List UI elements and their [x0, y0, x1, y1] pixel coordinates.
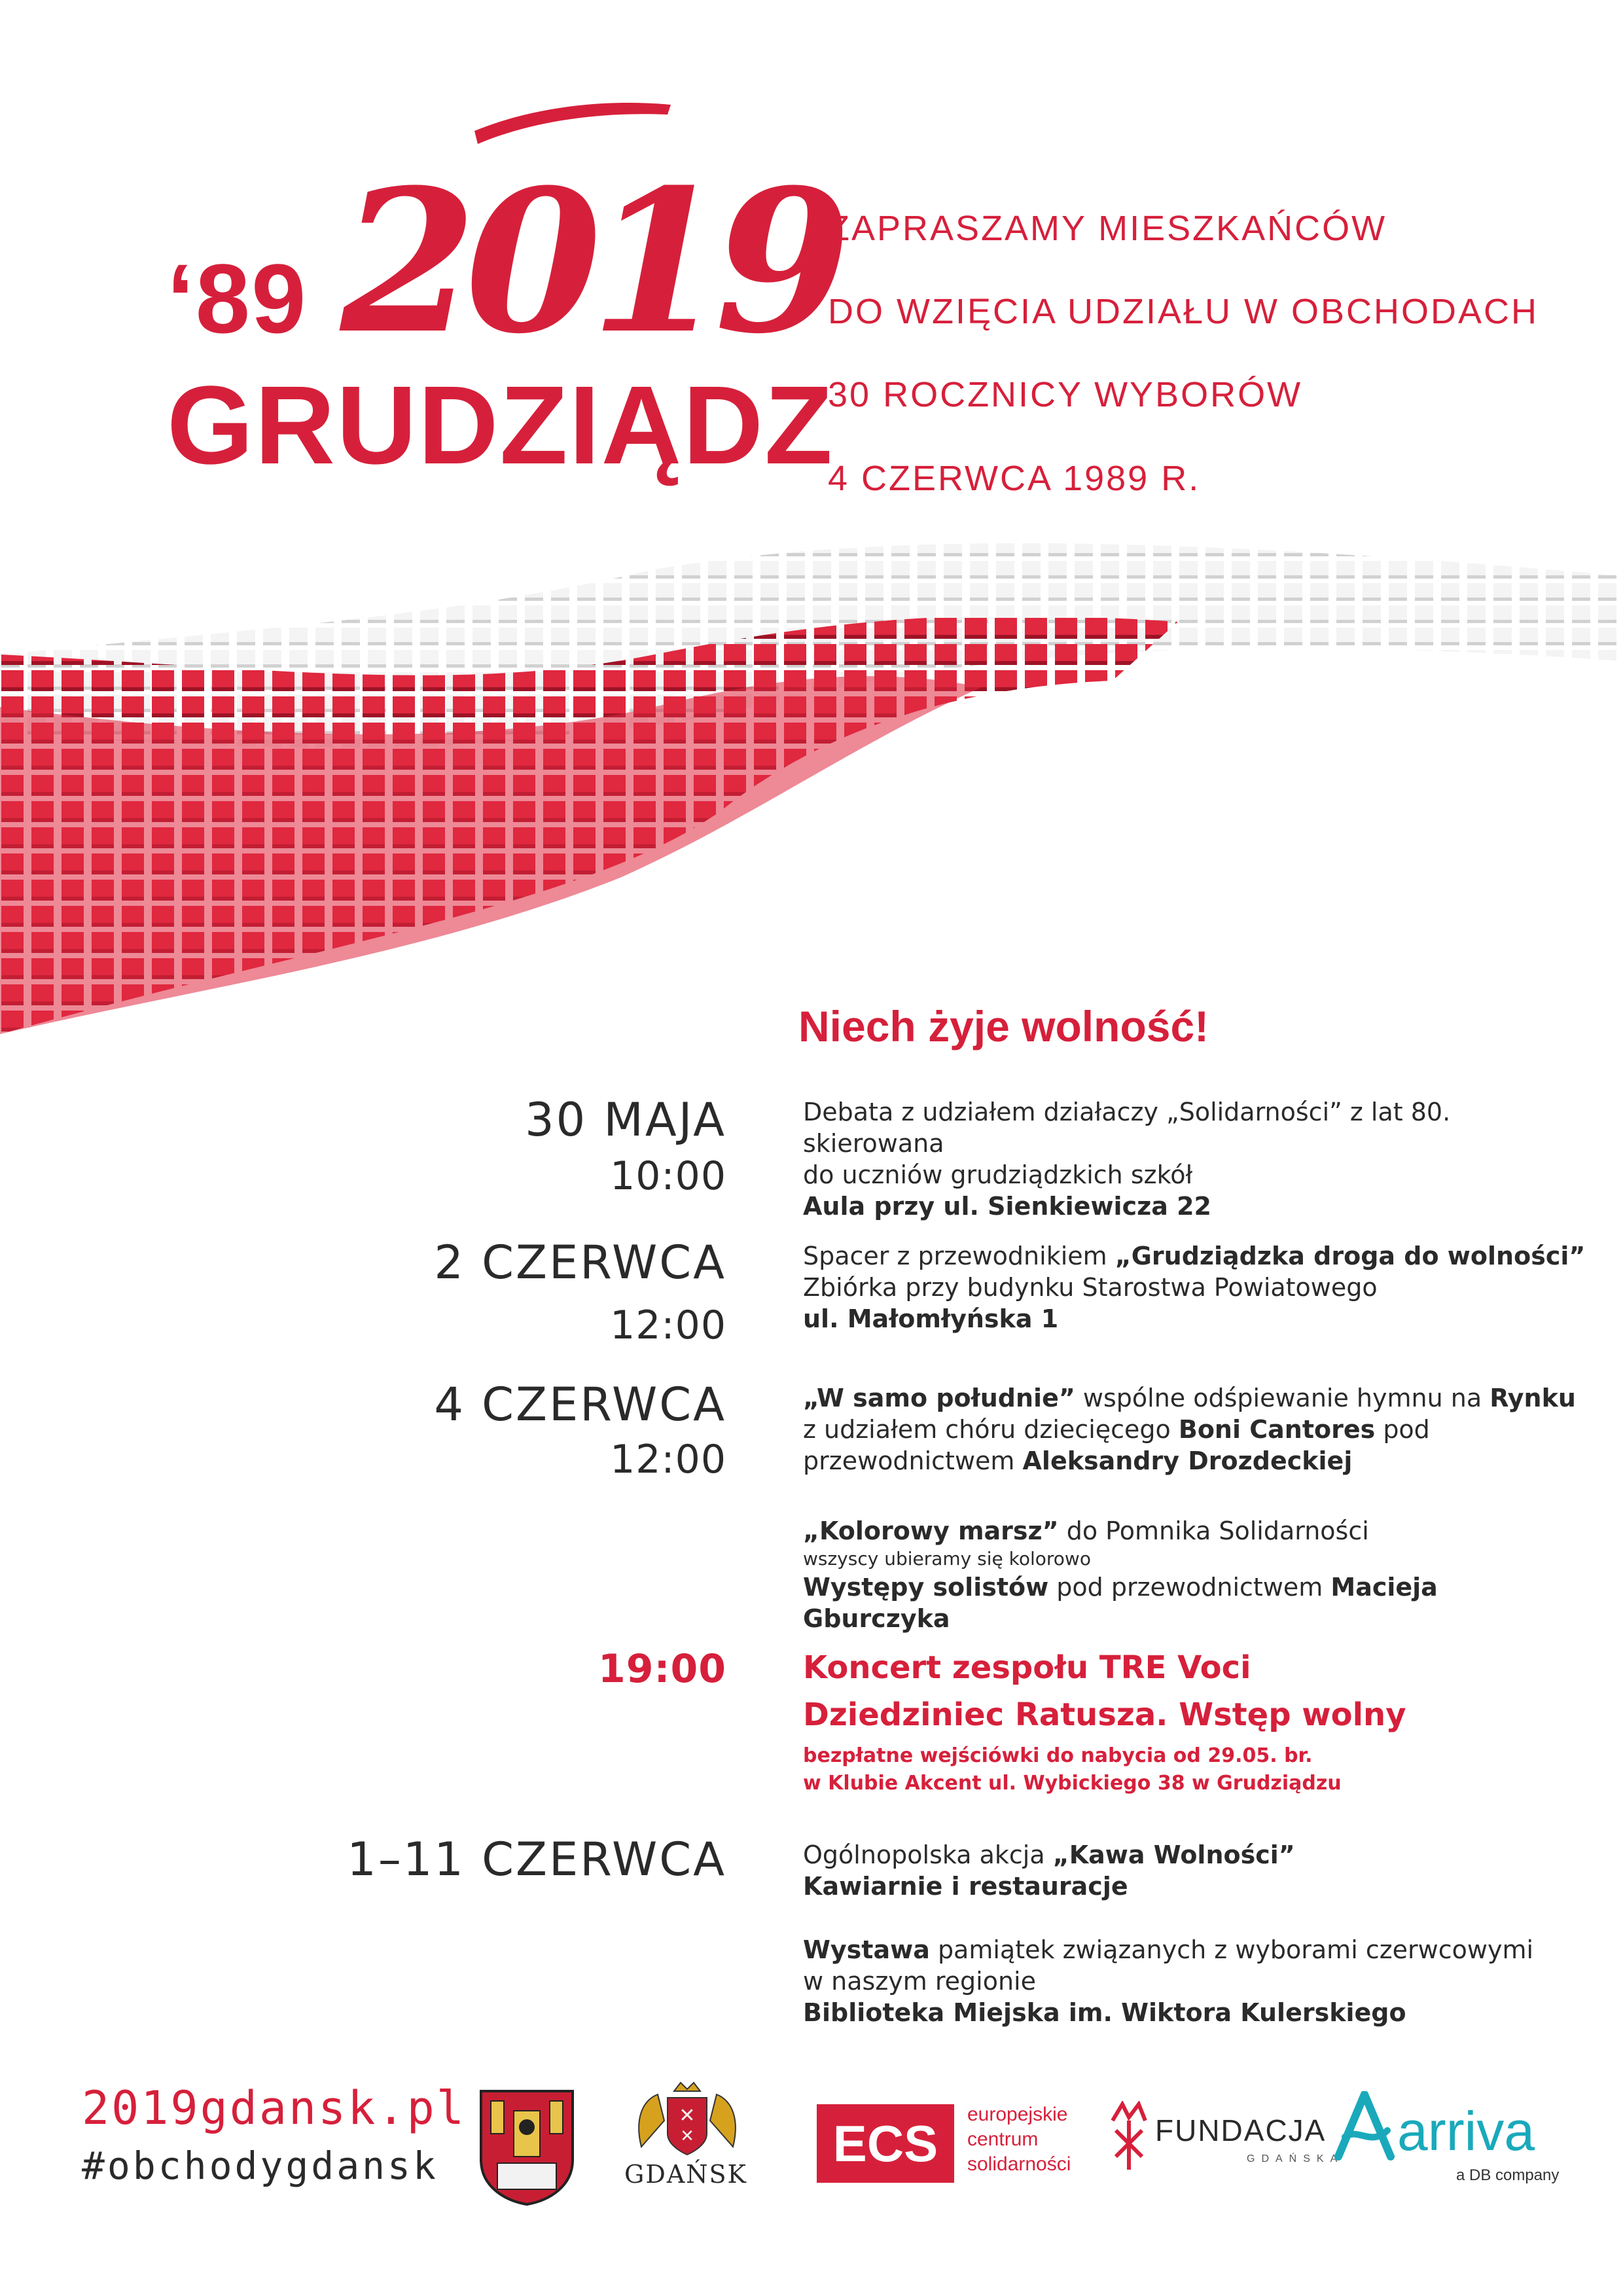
title-year-89: ‘89 — [167, 243, 308, 353]
event-3-b-bold-3: Macieja Gburczyka — [803, 1573, 1438, 1633]
event-3-a-bold-3: Boni Cantores — [1178, 1415, 1376, 1444]
event-5-b-bold-2: Biblioteka Miejska im. Wiktora Kulerskiego — [803, 1998, 1406, 2027]
event-3-date: 4 CZERWCA — [434, 1378, 726, 1431]
event-3-a-text-4: przewodnictwem — [803, 1446, 1023, 1475]
event-3-a-text-1: wspólne odśpiewanie hymnu na — [1075, 1384, 1490, 1412]
event-4-note-2: w Klubie Akcent ul. Wybickiego 38 w Grudziądzu — [803, 1772, 1342, 1795]
event-2-line-2: Zbiórka przy budynku Starostwa Powiatowego — [803, 1273, 1378, 1302]
event-3-b-small: wszyscy ubieramy się kolorowo — [803, 1548, 1091, 1570]
arriva-label: arriva — [1397, 2100, 1535, 2162]
fundacja-sub-label: GDAŃSKA — [1247, 2153, 1344, 2164]
event-3-a-bold-1: „W samo południe” — [803, 1384, 1075, 1412]
event-2-line-1: Spacer z przewodnikiem — [803, 1242, 1115, 1270]
event-5-b-bold-1: Wystawa — [803, 1935, 930, 1964]
event-5-a-bold-1: „Kawa Wolności” — [1052, 1840, 1295, 1869]
grudziadz-coat-of-arms-icon — [478, 2088, 576, 2206]
ecs-name-line-3: solidarności — [967, 2153, 1071, 2175]
event-2-date: 2 CZERWCA — [434, 1236, 726, 1289]
invite-line-3: 30 ROCZNICY WYBORÓW — [828, 375, 1303, 414]
title-year-2019: 2019 — [340, 146, 840, 377]
event-3-description-a — [803, 1382, 1588, 1477]
invite-line-4: 4 CZERWCA 1989 R. — [828, 459, 1201, 498]
event-1-description — [803, 1096, 1588, 1222]
event-3-b-text-2: pod przewodnictwem — [1048, 1573, 1331, 1602]
event-2-description — [803, 1240, 1588, 1335]
slogan: Niech żyje wolność! — [798, 1002, 1209, 1050]
event-1-time: 10:00 — [610, 1153, 726, 1199]
event-3-a-text-3: pod — [1375, 1415, 1430, 1444]
title-city: GRUDZIĄDZ — [167, 363, 834, 488]
event-5-date: 1–11 CZERWCA — [347, 1833, 726, 1886]
event-4-time: 19:00 — [598, 1646, 726, 1692]
website-link[interactable]: 2019gdansk.pl — [82, 2081, 466, 2135]
gdansk-label: GDAŃSK — [624, 2160, 747, 2189]
arriva-sub-label: a DB company — [1456, 2166, 1560, 2184]
event-2-line-1-bold: „Grudziądzka droga do wolności” — [1115, 1242, 1586, 1270]
event-3-b-bold-1: „Kolorowy marsz” — [803, 1516, 1059, 1545]
invite-line-2: DO WZIĘCIA UDZIAŁU W OBCHODACH — [828, 292, 1539, 331]
polish-flag-cubes-graphic — [0, 537, 1623, 1060]
svg-text:✕: ✕ — [679, 2104, 696, 2127]
event-1-line-1: Debata z udziałem działaczy „Solidarności” z lat 80. skierowana — [803, 1098, 1451, 1158]
event-2-time: 12:00 — [610, 1302, 726, 1348]
fundacja-label: FUNDACJA — [1155, 2113, 1327, 2147]
ecs-name-line-2: centrum — [967, 2128, 1039, 2150]
event-5-a-bold-2: Kawiarnie i restauracje — [803, 1872, 1128, 1901]
event-3-a-text-2: z udziałem chóru dziecięcego — [803, 1415, 1179, 1444]
event-5-b-text-2: w naszym regionie — [803, 1967, 1036, 1996]
event-3-time: 12:00 — [610, 1437, 726, 1482]
ecs-name-line-1: europejskie — [967, 2104, 1068, 2125]
event-5-description-b — [803, 1934, 1588, 2028]
event-4-description — [803, 1644, 1588, 1797]
event-3-b-bold-2: Występy solistów — [803, 1573, 1049, 1602]
event-5-description-a — [803, 1839, 1588, 1902]
invite-line-1: ZAPRASZAMY MIESZKAŃCÓW — [828, 209, 1387, 248]
event-2-place: ul. Małomłyńska 1 — [803, 1304, 1059, 1333]
hashtag: #obchodygdansk — [82, 2144, 438, 2188]
event-5-b-text-1: pamiątek związanych z wyborami czerwcowymi — [929, 1935, 1534, 1964]
gdansk-coat-of-arms-icon — [628, 2081, 746, 2160]
ecs-logo: ECS — [817, 2104, 954, 2183]
event-4-line-1: Koncert zespołu TRE Voci — [803, 1649, 1251, 1686]
svg-text:✕: ✕ — [680, 2126, 694, 2146]
event-4-note-1: bezpłatne wejściówki do nabycia od 29.05. br. — [803, 1744, 1313, 1767]
event-1-place: Aula przy ul. Sienkiewicza 22 — [803, 1192, 1211, 1221]
event-3-description-b — [803, 1515, 1588, 1634]
event-5-a-text-1: Ogólnopolska akcja — [803, 1840, 1053, 1869]
fundacja-gdanska-icon — [1106, 2101, 1152, 2173]
event-1-date: 30 MAJA — [525, 1093, 726, 1147]
event-4-line-2: Dziedziniec Ratusza. Wstęp wolny — [803, 1696, 1406, 1733]
event-3-a-bold-2: Rynku — [1489, 1384, 1576, 1412]
ecs-name — [967, 2102, 1071, 2177]
event-1-line-2: do uczniów grudziądzkich szkół — [803, 1160, 1193, 1189]
event-3-a-bold-4: Aleksandry Drozdeckiej — [1022, 1446, 1353, 1475]
arriva-icon — [1332, 2091, 1397, 2170]
event-3-b-text-1: do Pomnika Solidarności — [1058, 1516, 1369, 1545]
